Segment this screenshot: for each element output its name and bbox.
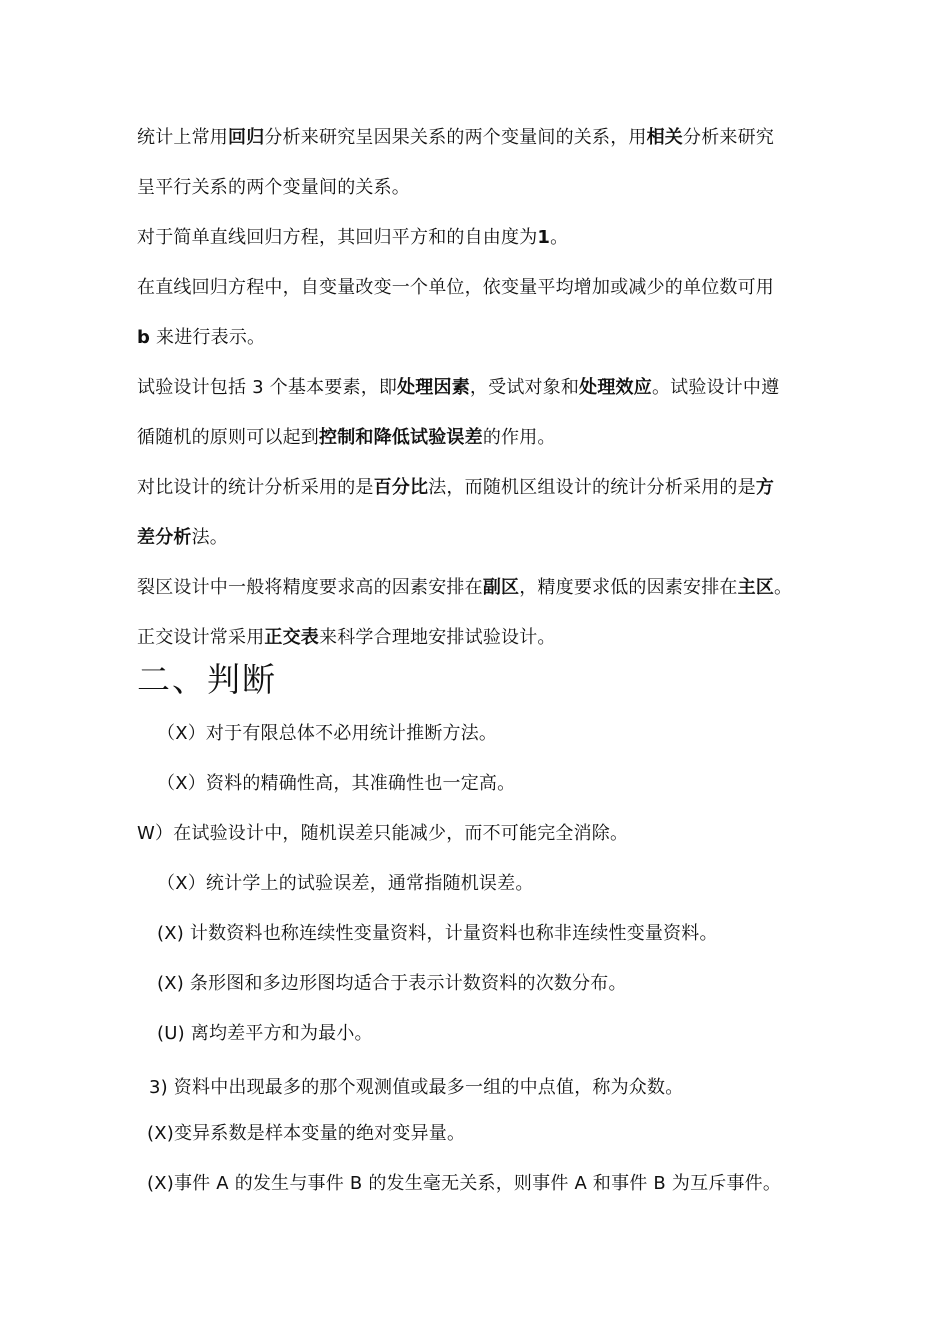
judgment-item: （X）对于有限总体不必用统计推断方法。 <box>157 723 498 744</box>
text-segment: 来进行表示。 <box>150 327 266 348</box>
fill-line-1 <box>137 126 774 150</box>
text-segment: 试验设计包括 3 个基本要素，即 <box>137 377 398 398</box>
answer-bold: 1 <box>537 227 551 248</box>
answer-bold: 处理因素 <box>397 377 470 398</box>
answer-bold: 方 <box>755 477 775 498</box>
text-segment: 分析来研究呈因果关系的两个变量间的关系，用 <box>264 127 647 148</box>
answer-bold: 百分比 <box>373 477 429 498</box>
text-segment: 法，而随机区组设计的统计分析采用的是 <box>428 477 756 498</box>
fill-line-10 <box>137 576 792 600</box>
text-segment: 。试验设计中遵 <box>651 377 780 398</box>
text-segment: 对比设计的统计分析采用的是 <box>137 477 374 498</box>
fill-line-5 <box>137 326 265 350</box>
judgment-item: （X）统计学上的试验误差，通常指随机误差。 <box>157 873 534 894</box>
fill-line-11 <box>137 626 556 650</box>
text-segment: 循随机的原则可以起到 <box>137 427 319 448</box>
answer-bold: 回归 <box>228 127 265 148</box>
judgment-item: W）在试验设计中，随机误差只能减少，而不可能完全消除。 <box>137 823 629 844</box>
text-segment: 统计上常用 <box>137 127 228 148</box>
answer-bold: 正交表 <box>264 627 320 648</box>
fill-line-4 <box>137 276 774 300</box>
text-segment: 呈平行关系的两个变量间的关系。 <box>137 177 410 198</box>
judgment-item: （X）资料的精确性高，其准确性也一定高。 <box>157 773 516 794</box>
text-segment: 。 <box>550 227 569 248</box>
fill-line-9 <box>137 526 228 550</box>
text-segment: 来科学合理地安排试验设计。 <box>319 627 556 648</box>
fill-line-8 <box>137 476 774 500</box>
answer-bold: 相关 <box>646 127 684 148</box>
text-segment: 在直线回归方程中，自变量改变一个单位，依变量平均增加或减少的单位数可用 <box>137 277 774 298</box>
judgment-item: 3) 资料中出现最多的那个观测值或最多一组的中点值，称为众数。 <box>149 1077 684 1098</box>
text-segment: 裂区设计中一般将精度要求高的因素安排在 <box>137 577 483 598</box>
fill-line-7 <box>137 426 556 450</box>
answer-bold: 处理效应 <box>579 377 652 398</box>
answer-bold: b <box>137 327 151 348</box>
fill-line-6 <box>137 376 779 400</box>
text-segment: 对于简单直线回归方程，其回归平方和的自由度为 <box>137 227 538 248</box>
answer-bold: 差分析 <box>137 527 192 548</box>
judgment-item: (U) 离均差平方和为最小。 <box>157 1023 373 1044</box>
section-title: 二、判断 <box>137 660 277 699</box>
text-segment: 正交设计常采用 <box>137 627 265 648</box>
judgment-item: (X)事件 A 的发生与事件 B 的发生毫无关系，则事件 A 和事件 B 为互斥事件。 <box>147 1173 782 1194</box>
text-segment: 法。 <box>191 527 229 548</box>
fill-line-3 <box>137 226 568 250</box>
text-segment: 分析来研究 <box>683 127 775 148</box>
text-segment: 的作用。 <box>482 427 556 448</box>
judgment-item: (X) 条形图和多边形图均适合于表示计数资料的次数分布。 <box>157 973 627 994</box>
judgment-item: (X)变异系数是样本变量的绝对变异量。 <box>147 1123 466 1144</box>
answer-bold: 控制和降低试验误差 <box>319 427 483 448</box>
text-segment: ，受试对象和 <box>469 377 580 398</box>
answer-bold: 主区 <box>737 577 775 598</box>
text-segment: 。 <box>774 577 793 598</box>
text-segment: ，精度要求低的因素安排在 <box>519 577 738 598</box>
fill-line-2 <box>137 176 410 200</box>
answer-bold: 副区 <box>482 577 520 598</box>
judgment-item: (X) 计数资料也称连续性变量资料，计量资料也称非连续性变量资料。 <box>157 923 718 944</box>
